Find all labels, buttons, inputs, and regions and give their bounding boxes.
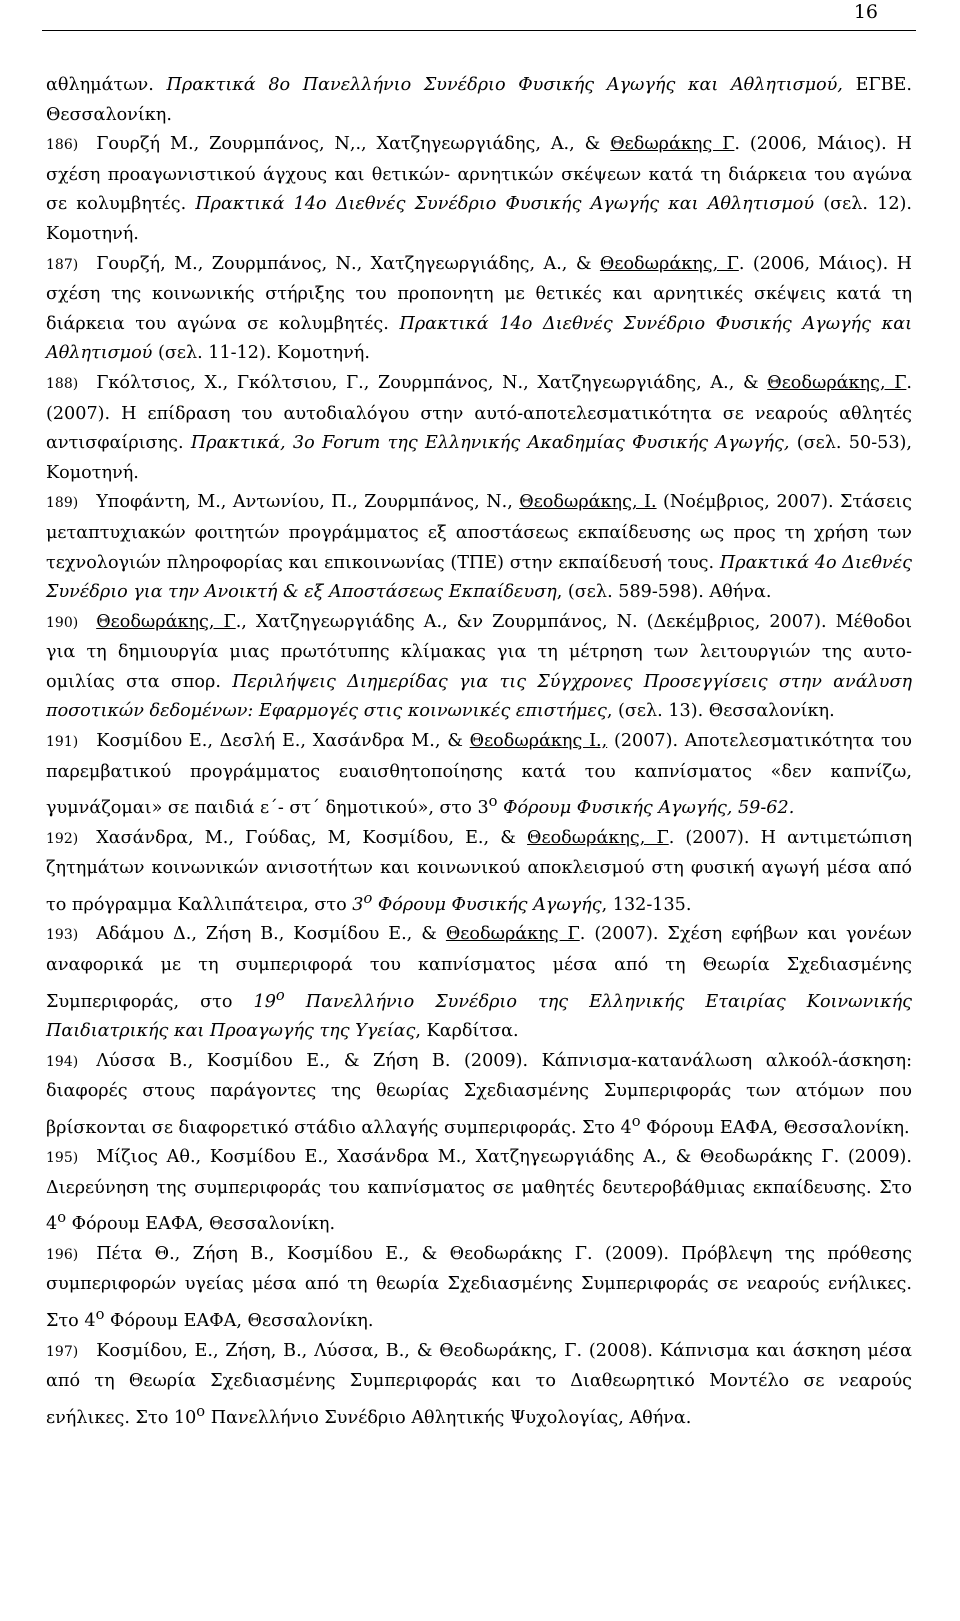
- reference-number: 190): [46, 614, 79, 631]
- reference-number: 197): [46, 1343, 79, 1360]
- reference-196: 196) Πέτα Θ., Ζήση Β., Κοσμίδου Ε., & Θεοδωράκης Γ. (2009). Πρόβλεψη της πρόθεσης συμπεριφορών υγείας μέσα από τη θεωρία Σχεδιασμένης Συμπεριφοράς σε νεαρούς ενήλικες. Στο $4^o$ Φόρουμ ΕΑΦΑ, Θεσσαλονίκη.: [46, 1243, 912, 1331]
- reference-number: 189): [46, 495, 79, 512]
- reference-number: 187): [46, 256, 79, 273]
- reference-193: 193) Αδάμου Δ., Ζήση Β., Κοσμίδου Ε., & Θεοδωράκης Γ. (2007). Σχέση εφήβων και γονέων αναφορικά με τη συμπεριφορά του καπνίσματος μέσα από τη Θεωρία Σχεδιασμένης Συμπεριφοράς, στο $19^o$ Πανελλήνιο Συνέδριο της Ελληνικής Εταιρίας Κοινωνικής Παιδιατρικής και Προαγωγής της Υγείας, Καρδίτσα.: [46, 924, 913, 1041]
- header-rule: [42, 30, 916, 31]
- reference-189: 189) Υποφάντη, Μ., Αντωνίου, Π., Ζουρμπάνος, Ν., Θεοδωράκης, Ι. (Νοέμβριος, 2007). Στάσεις μεταπτυχιακών φοιτητών προγράμματος εξ αποστάσεως εκπαίδευσης ως προς τη χρήση των τεχνολογιών πληροφορίας και επικοινωνίας (ΤΠΕ) στην εκπαίδευσή τους. Πρακτικά 4ο Διεθνές Συνέδριο για την Ανοικτή & εξ Αποστάσεως Εκπαίδευση, (σελ. 589-598). Αθήνα.: [46, 492, 912, 603]
- reference-194: 194) Λύσσα Β., Κοσμίδου Ε., & Ζήση Β. (2009). Κάπνισμα-κατανάλωση αλκοόλ-άσκηση: διαφορές στους παράγοντες της θεωρίας Σχεδιασμένης Συμπεριφοράς των ατόμων που βρίσκονται σε διαφορετικό στάδιο αλλαγής συμπεριφοράς. Στο $4^o$ Φόρουμ ΕΑΦΑ, Θεσσαλονίκη.: [46, 1050, 912, 1138]
- underlined-author: Θεοδωράκης, Γ: [527, 827, 669, 848]
- reference-191: 191) Κοσμίδου Ε., Δεσλή Ε., Χασάνδρα Μ., & Θεοδωράκης Ι., (2007). Αποτελεσματικότητα του παρεμβατικού προγράμματος ευαισθητοποίησης κατά του καπνίσματος «δεν καπνίζω, γυμνάζομαι» σε παιδιά ε΄- στ΄ δημοτικού», στο $3^o$ Φόρουμ Φυσικής Αγωγής, 59-62.: [46, 731, 912, 819]
- reference-number: 195): [46, 1150, 79, 1167]
- underlined-author: Θεοδωράκης, Γ: [767, 372, 907, 393]
- underlined-author: Θεοδωράκης Γ: [445, 924, 580, 945]
- reference-187: 187) Γουρζή, Μ., Ζουρμπάνος, Ν., Χατζηγεωργιάδης, Α., & Θεοδωράκης, Γ. (2006, Μάιος). Η σχέση της κοινωνικής στήριξης του προπονητη με θετικές και αρνητικές σκέψεις κατά τη διάρκεια του αγώνα σε κολυμβητές. Πρακτικά 14ο Διεθνές Συνέδριο Φυσικής Αγωγής και Αθλητισμού (σελ. 11-12). Κομοτηνή.: [46, 253, 912, 364]
- reference-190: 190) Θεοδωράκης, Γ., Χατζηγεωργιάδης Α., &ν Ζουρμπάνος, Ν. (Δεκέμβριος, 2007). Μέθοδοι για τη δημιουργία μιας πρωτότυπης κλίμακας για τη μέτρηση των λειτουργιών της αυτο-ομιλίας στα σπορ. Περιλήψεις Διημερίδας για τις Σύγχρονες Προσεγγίσεις στην ανάλυση ποσοτικών δεδομένων: Εφαρμογές στις κοινωνικές επιστήμες, (σελ. 13). Θεσσαλονίκη.: [46, 611, 912, 722]
- reference-192: 192) Χασάνδρα, Μ., Γούδας, Μ, Κοσμίδου, Ε., & Θεοδωράκης, Γ. (2007). Η αντιμετώπιση ζητημάτων κοινωνικών ανισοτήτων και κοινωνικού αποκλεισμού στη φυσική αγωγή μέσα από το πρόγραμμα Καλλιπάτειρα, στο $3^o$ Φόρουμ Φυσικής Αγωγής, 132-135.: [46, 827, 912, 915]
- underlined-author: Θεοδωράκης, Ι.: [519, 492, 657, 513]
- page-number: 16: [853, 1, 878, 23]
- underlined-author: Θεοδωράκης, Γ: [96, 611, 236, 632]
- reference-186: 186) Γουρζή Μ., Ζουρμπάνος, Ν,., Χατζηγεωργιάδης, Α., & Θεδωράκης Γ. (2006, Μάιος). Η σχέση προαγωνιστικού άγχους και θετικών- αρνητικών σκέψεων κατά τη διάρκεια του αγώνα σε κολυμβητές. Πρακτικά 14ο Διεθνές Συνέδριο Φυσικής Αγωγής και Αθλητισμού (σελ. 12). Κομοτηνή.: [46, 134, 913, 244]
- reference-197: 197) Κοσμίδου, Ε., Ζήση, Β., Λύσσα, Β., & Θεοδωράκης, Γ. (2008). Κάπνισμα και άσκηση μέσα από τη Θεωρία Σχεδιασμένης Συμπεριφοράς και το Διαθεωρητικό Μοντέλο σε νεαρούς ενήλικες. Στο $10^o$ Πανελλήνιο Συνέδριο Αθλητικής Ψυχολογίας, Αθήνα.: [46, 1340, 912, 1428]
- reference-number: 194): [46, 1053, 79, 1070]
- reference-number: 192): [46, 830, 79, 847]
- reference-188: 188) Γκόλτσιος, Χ., Γκόλτσιου, Γ., Ζουρμπάνος, Ν., Χατζηγεωργιάδης, Α., & Θεοδωράκης, Γ. (2007). Η επίδραση του αυτοδιαλόγου στην αυτό-αποτελεσματικότητα σε νεαρούς αθλητές αντισφαίρισης. Πρακτικά, 3ο Forum της Ελληνικής Ακαδημίας Φυσικής Αγωγής, (σελ. 50-53), Κομοτηνή.: [46, 372, 912, 483]
- reference-number: 186): [46, 137, 79, 154]
- page-header: [0, 0, 960, 31]
- reference-195: 195) Μίζιος Αθ., Κοσμίδου Ε., Χασάνδρα Μ., Χατζηγεωργιάδης Α., & Θεοδωράκης Γ. (2009). Διερεύνηση της συμπεριφοράς του καπνίσματος σε μαθητές δευτεροβάθμιας εκπαίδευσης. Στο $4^o$ Φόρουμ ΕΑΦΑ, Θεσσαλονίκη.: [46, 1147, 912, 1235]
- reference-list: [46, 71, 912, 1433]
- reference-number: 193): [46, 927, 79, 944]
- reference-number: 188): [46, 375, 79, 392]
- reference-number: 191): [46, 734, 79, 751]
- reference-number: 196): [46, 1246, 79, 1263]
- underlined-author: Θεδωράκης Γ: [610, 134, 735, 155]
- underlined-author: Θεοδωράκης, Γ: [599, 253, 739, 274]
- reference-continuation: αθλημάτων. Πρακτικά 8ο Πανελλήνιο Συνέδριο Φυσικής Αγωγής και Αθλητισμού, ΕΓΒΕ. Θεσσαλονίκη.: [46, 75, 912, 125]
- underlined-author: Θεοδωράκης Ι.,: [469, 731, 608, 752]
